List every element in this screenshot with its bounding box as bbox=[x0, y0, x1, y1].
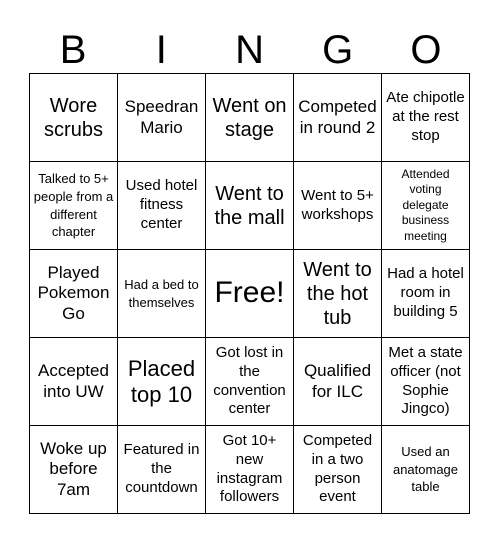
bingo-cell[interactable] bbox=[118, 250, 206, 338]
bingo-cell[interactable] bbox=[118, 162, 206, 250]
bingo-cell[interactable] bbox=[118, 426, 206, 514]
bingo-cell[interactable] bbox=[382, 426, 470, 514]
bingo-cell-label: Went to the mall bbox=[214, 182, 285, 229]
bingo-cell-label: Met a state officer (not Sophie Jingco) bbox=[388, 344, 463, 418]
bingo-cell-label: Speedran Mario bbox=[124, 97, 199, 137]
bingo-cell[interactable] bbox=[30, 426, 118, 514]
bingo-cell[interactable] bbox=[382, 338, 470, 426]
bingo-header bbox=[29, 26, 470, 74]
free-space-cell[interactable] bbox=[206, 250, 294, 338]
bingo-cell[interactable] bbox=[206, 338, 294, 426]
bingo-cell[interactable] bbox=[30, 74, 118, 162]
bingo-cell[interactable] bbox=[206, 162, 294, 250]
bingo-cell-label: Went to 5+ workshops bbox=[301, 186, 374, 223]
bingo-cell[interactable] bbox=[382, 74, 470, 162]
header-letter-b: B bbox=[59, 28, 87, 72]
bingo-cell[interactable] bbox=[30, 250, 118, 338]
header-letter-n: N bbox=[235, 28, 264, 72]
bingo-cell[interactable] bbox=[118, 74, 206, 162]
bingo-cell[interactable] bbox=[30, 338, 118, 426]
bingo-cell[interactable] bbox=[294, 426, 382, 514]
bingo-cell[interactable] bbox=[294, 74, 382, 162]
bingo-cell-label: Had a bed to themselves bbox=[124, 276, 199, 310]
bingo-cell-label: Accepted into UW bbox=[38, 361, 109, 401]
bingo-cell[interactable] bbox=[294, 338, 382, 426]
bingo-cell-label: Had a hotel room in building 5 bbox=[387, 265, 464, 320]
bingo-cell[interactable] bbox=[206, 426, 294, 514]
bingo-cell-label: Went to the hot tub bbox=[303, 258, 372, 329]
bingo-cell-label: Wore scrubs bbox=[44, 94, 103, 141]
bingo-cell[interactable] bbox=[118, 338, 206, 426]
bingo-cell-label: Got 10+ new instagram followers bbox=[216, 432, 283, 506]
bingo-cell-label: Went on stage bbox=[212, 94, 287, 141]
bingo-cell-label: Free! bbox=[214, 276, 285, 310]
bingo-cell[interactable] bbox=[30, 162, 118, 250]
bingo-cell-label: Got lost in the convention center bbox=[213, 344, 286, 418]
bingo-cell-label: Talked to 5+ people from a different chapter bbox=[33, 171, 114, 240]
bingo-cell-label: Qualified for ILC bbox=[303, 361, 372, 401]
bingo-cell[interactable] bbox=[206, 74, 294, 162]
bingo-board bbox=[29, 73, 470, 514]
bingo-cell-label: Woke up before 7am bbox=[40, 439, 107, 499]
bingo-cell-label: Used hotel fitness center bbox=[125, 177, 198, 232]
bingo-cell-label: Competed in a two person event bbox=[302, 432, 373, 506]
bingo-cell-label: Featured in the countdown bbox=[123, 441, 200, 496]
bingo-cell[interactable] bbox=[382, 250, 470, 338]
header-letter-o: O bbox=[410, 28, 442, 72]
header-letter-g: G bbox=[322, 28, 354, 72]
header-letter-i: I bbox=[155, 28, 167, 72]
bingo-cell[interactable] bbox=[294, 162, 382, 250]
bingo-cell[interactable] bbox=[294, 250, 382, 338]
bingo-cell-label: Played Pokemon Go bbox=[37, 263, 110, 323]
bingo-cell[interactable] bbox=[382, 162, 470, 250]
bingo-cell-label: Attended voting delegate business meeting bbox=[401, 166, 450, 243]
bingo-cell-label: Ate chipotle at the rest stop bbox=[386, 89, 465, 144]
bingo-cell-label: Used an anatomage table bbox=[392, 444, 459, 495]
bingo-cell-label: Placed top 10 bbox=[127, 355, 196, 407]
bingo-cell-label: Competed in round 2 bbox=[298, 97, 377, 137]
